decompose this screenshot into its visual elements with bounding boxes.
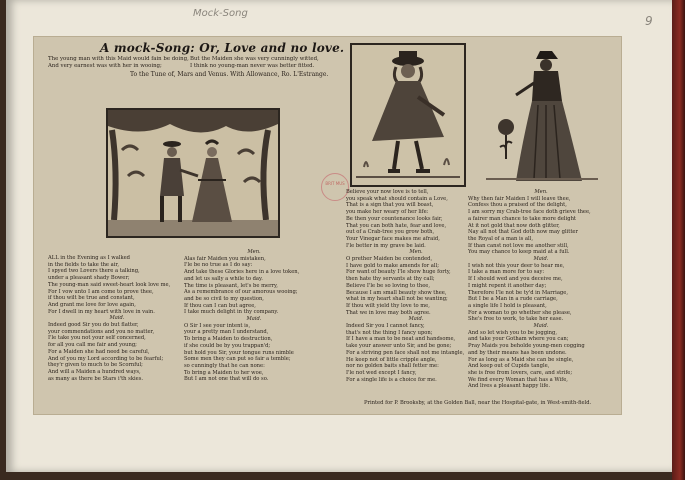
verse-line: I wish not this your deer to hear me,	[468, 262, 565, 269]
verse-line: your commendations and you no matter,	[48, 328, 155, 335]
verse-line: I'le be no true as I do say:	[184, 262, 253, 269]
verse-line: Indeed good Sir you do but flatter,	[48, 322, 139, 329]
verse-line: As a remembrance of our amorous wooing;	[184, 289, 298, 296]
woodcut-man-image	[352, 45, 464, 185]
speaker-heading: Maid.	[246, 316, 262, 323]
speaker-heading: Men.	[247, 249, 261, 255]
verse-line: And of you my Lord according to be fearful;	[48, 355, 164, 362]
text-column-1	[48, 255, 186, 382]
verse-line: That is a sign that you will boast,	[346, 202, 434, 209]
verse-line: We find every Woman that has a Wife,	[468, 376, 568, 383]
verse-line: And take these Glories here in a love token,	[184, 269, 300, 276]
verse-line: If thou can I can but agree,	[184, 302, 256, 309]
verse-line: O prether Maiden be contended,	[346, 256, 433, 263]
verse-line: But I be a Man in a rude carriage,	[468, 296, 558, 303]
verse-line: take your answer unto Sir, and be gone;	[346, 343, 452, 350]
speaker-heading: Maid.	[408, 316, 424, 323]
verse-line: Your Vinegar face makes me afraid,	[346, 235, 440, 242]
verse-line: I take much delight in thy company.	[184, 309, 279, 316]
verse-line: under a pleasant shady Bower;	[48, 275, 130, 282]
verse-line: If I have a man to be neat and handsome,	[346, 336, 456, 343]
verse-line: Believe your now love is to tell,	[346, 189, 429, 195]
text-column-4	[468, 189, 614, 390]
verse-line: But I am not one that will do so.	[184, 376, 269, 383]
verse-line: That we in love may both agree.	[346, 309, 431, 316]
museum-stamp-text: BRIT MUS	[325, 181, 345, 186]
subtitle-right	[190, 56, 319, 70]
verse-line: and let us sally a while to day.	[184, 275, 263, 282]
verse-line: Be then your countenance looks fair,	[346, 215, 443, 222]
verse-line: out of a Crab-tree you grow both,	[346, 229, 435, 236]
ballad-title: A mock-Song: Or, Love and no love.	[100, 41, 345, 55]
verse-line: Pray Maids you beholde young-men cogging	[468, 343, 585, 350]
verse-line: if she could be by you trappan'd;	[184, 342, 271, 349]
verse-line: She's free to work, to take her ease.	[468, 316, 564, 323]
broadside-sheet	[34, 37, 621, 414]
verse-line: a single life I hold is pleasant,	[468, 302, 547, 309]
speaker-heading: Maid.	[533, 256, 549, 263]
verse-line: Indeed Sir you I cannot fancy,	[346, 323, 425, 330]
verse-line: they'r given to much to be Scornful;	[48, 362, 143, 369]
verse-line: That you can both hate, fear and love,	[346, 222, 447, 229]
verse-line: she is free from lovers, care, and strife;	[468, 369, 573, 376]
verse-line: I am sorry my Crab-tree face doth grieve thee,	[468, 209, 591, 216]
woodcut-couple-image	[108, 110, 278, 236]
verse-line: I might repent it another day;	[468, 282, 547, 289]
woodcut-lady	[486, 43, 598, 183]
verse-line: Confess thou a praised of the delight,	[468, 202, 567, 209]
verse-line: For I dwell in my heart with love in vain.	[48, 308, 155, 315]
verse-line: in the fields to take the air,	[48, 261, 119, 268]
verse-line: Alas fair Maiden you mistaken,	[184, 255, 266, 262]
verse-line: For a woman to go whether she please,	[468, 309, 572, 316]
verse-line: And will a Maiden a hundred ways,	[48, 368, 141, 375]
verse-line: For a Maiden she had need be careful,	[48, 348, 150, 355]
verse-line: Believe I'le be so loving to thee,	[346, 282, 431, 289]
verse-line: what in my heart shall not be wanting;	[346, 296, 448, 303]
subtitle-left	[48, 56, 189, 70]
verse-line: To bring a Maiden to her woe,	[184, 369, 264, 376]
verse-line: And grant me love for love again,	[48, 301, 136, 308]
verse-line: To bring a Maiden to destruction,	[184, 336, 273, 343]
verse-line: I'le take you not your self concerned,	[48, 335, 146, 342]
verse-line: If thou wilt yield thy love to me,	[346, 302, 430, 309]
page-number: 9	[645, 14, 653, 28]
verse-line: If I should wed and you deceive me,	[468, 276, 563, 283]
verse-line: For a striving pen face shall not me intangle,	[346, 349, 465, 356]
verse-line: so cunningly that he can none:	[184, 362, 265, 369]
verse-line: And keep out of Cupids tangle,	[468, 363, 550, 370]
verse-line: The young-man said sweet-heart look love me,	[48, 281, 171, 288]
text-column-3	[346, 189, 486, 383]
subtitle-right-line: I think no young-man never was better fitted.	[190, 63, 315, 69]
verse-line: He keep not of little cripple angle,	[346, 356, 437, 363]
verse-line: I take a man more for to say:	[468, 269, 545, 276]
verse-line: for all you call me fair and young;	[48, 342, 137, 349]
tune-line: To the Tune of, Mars and Venus. With Allowance, Ro. L'Estrange.	[130, 71, 329, 78]
verse-line: For as long as a Maid she can be single,	[468, 356, 574, 363]
verse-line: but hold you Sir, your tongue runs nimble	[184, 349, 294, 356]
verse-line: For want of beauty I'le show huge forty,	[346, 269, 451, 276]
text-column-2	[184, 249, 324, 383]
verse-line: I have gold to make amends for all;	[346, 262, 439, 269]
verse-line: that's not the thing I fancy upon;	[346, 329, 433, 336]
subtitle-left-line: And very earnest was with her in wooing;	[48, 63, 162, 69]
verse-line: then hate thy servants at thy call;	[346, 276, 435, 283]
verse-line: you make her weary of her life:	[346, 209, 429, 216]
verse-line: nor no golden baits shall fetter me:	[346, 363, 439, 370]
verse-line: I'le better in my grave be laid.	[346, 242, 426, 249]
woodcut-couple	[106, 108, 280, 238]
verse-line: and by their means has been undone.	[468, 349, 567, 356]
woodcut-man	[350, 43, 466, 187]
speaker-heading: Men.	[534, 189, 548, 195]
verse-line: And so let wish you to be jogging,	[468, 329, 557, 336]
verse-line: Nay all not that God doth now may glitter	[468, 229, 578, 236]
verse-line: and be so civil to my question,	[184, 295, 264, 302]
verse-line: your a pretty man I understand,	[184, 329, 269, 336]
verse-line: The time is pleasant, let's be merry,	[184, 282, 278, 289]
verse-line: Why then fair Maiden I will leave thee,	[468, 195, 571, 202]
verse-line: You may chance to keep maid at a full.	[468, 249, 570, 256]
verse-line: Because I am small beauty show thee,	[346, 289, 447, 296]
speaker-heading: Maid.	[533, 323, 549, 330]
verse-line: At it not gold that now doth glitter,	[468, 222, 560, 229]
verse-line: and take your Gotham where you can;	[468, 336, 569, 343]
speaker-heading: Men.	[409, 249, 423, 256]
verse-line: If than canst not love me another still,	[468, 242, 569, 249]
verse-line: I spyed two Lovers there a talking,	[48, 268, 140, 275]
verse-line: Some men they can put so fair a temble;	[184, 356, 291, 363]
verse-line: For I vow unto I am come to prove thee,	[48, 288, 154, 295]
woodcut-lady-image	[486, 43, 598, 183]
verse-line: a fairer man chance to take more delight	[468, 215, 576, 222]
museum-stamp	[321, 173, 349, 201]
verse-line: as many as there be Stars i'th skies.	[48, 375, 144, 382]
verse-line: Therefore I'le not be ty'd in Marriage,	[468, 289, 568, 296]
subtitle-left-line: The young man with this Maid would fain be doing,	[48, 56, 189, 62]
verse-line: For a single life is a choice for me.	[346, 376, 437, 383]
verse-line: if thou wilt be true and constant,	[48, 295, 135, 302]
verse-line: you speak what should contain a Love,	[346, 195, 448, 202]
speaker-heading: Maid.	[109, 315, 125, 322]
printer-imprint: Printed for P. Brooksby, at the Golden Ball, near the Hospital-gate, in West-smith-field.	[364, 400, 592, 406]
verse-line: I'le not wed except I fancy,	[346, 369, 417, 376]
verse-line: the Royal of a man is all,	[468, 235, 533, 242]
verse-line: And lives a pleasant happy life.	[468, 383, 551, 390]
red-binding-edge	[672, 0, 685, 480]
subtitle-right-line: But the Maiden she was very cunningly witted,	[190, 56, 319, 62]
verse-line: O Sir I see your intent is,	[184, 322, 251, 329]
pencil-annotation: Mock-Song	[193, 8, 248, 19]
verse-line: ALL in the Evening as I walked	[48, 255, 131, 261]
